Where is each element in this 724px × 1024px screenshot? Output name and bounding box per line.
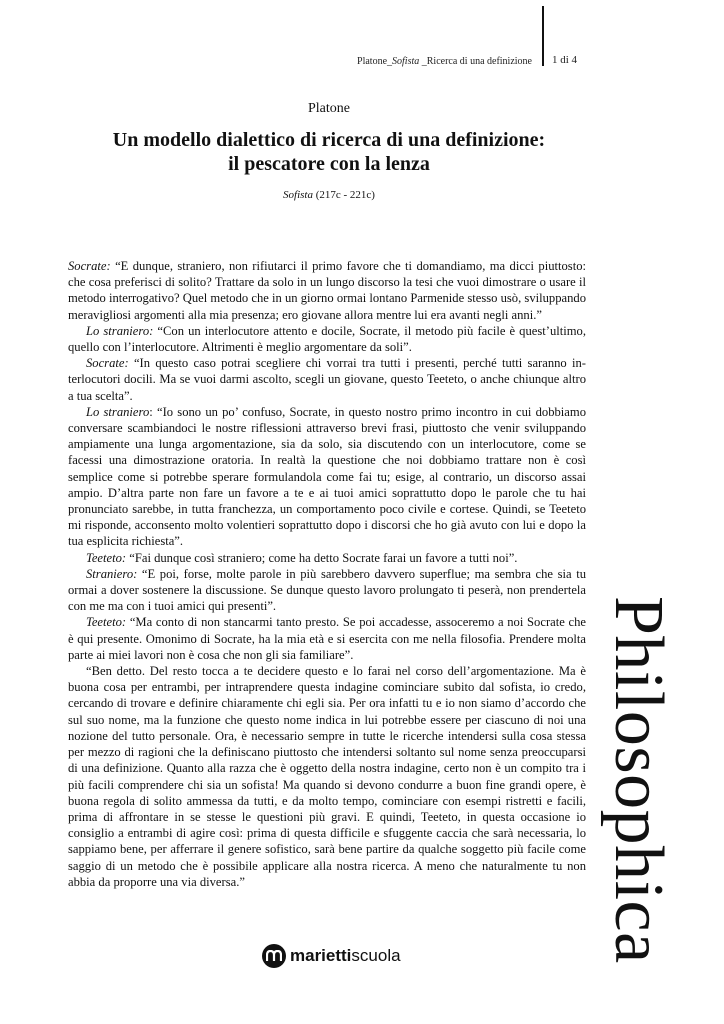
speaker-label: Socrate:	[86, 356, 129, 371]
source-work: Sofista	[283, 189, 313, 201]
speaker-label: Teeteto:	[86, 550, 127, 565]
running-header	[357, 56, 532, 67]
title-line-2: il pescatore con la lenza	[228, 153, 430, 175]
running-header-prefix: Platone_	[357, 56, 393, 67]
document-author: Platone	[308, 101, 350, 116]
paragraph	[68, 614, 586, 663]
header-divider	[542, 6, 544, 66]
paragraph	[68, 323, 586, 355]
speaker-label: Teeteto:	[86, 615, 127, 630]
logo-word-marietti: marietti	[290, 946, 352, 965]
page-number: 1 di 4	[552, 54, 578, 66]
paragraph	[68, 550, 586, 566]
paragraph-text: “E dunque, straniero, non rifiutarci il primo favore che ti domandiamo, ma dicci piuttosto: che cosa preferisci di solito? Trattare da solo in un lungo discorso la tesi che vuoi dimostrare o usare il metodo interrogativo? Quel metodo che in un giorno ormai lontano Parmenide stesso usò, sviluppando meravigliosi argomenti alla mia presenza; ero giovane allora mentre lui era avanti negli anni.”	[68, 259, 586, 322]
paragraph-text: “Con un interlocutore attento e docile, Socrate, il metodo più facile è quest’ultimo, quello con l’interlocutore. Altrimenti è meglio argomentare da soli”.	[68, 323, 586, 355]
source-reference	[0, 189, 658, 201]
running-header-work: Sofista	[392, 56, 420, 67]
speaker-label: Socrate:	[68, 259, 111, 273]
paragraph-text: “Ben detto. Del resto tocca a te decidere questo e lo farai nel corso dell’argomentazione. Ma è buona cosa per entrambi, per intraprendere questa indagine cominciare subito dal sofista, io credo, cercando di trovare e definire chiaramente chi egli sia. Per ora infatti tu e io non siamo d’accordo che sul suo nome, ma la funzione che questo nome indica in lui potrebbe essere per ciascuno di noi una nozione del tutto personale. Ora, è necessario sempre in tutte le ricerche intendersi sulla cosa stessa per mezzo di ragioni che la definiscano piuttosto che intendersi soltanto sul nome senza preoccuparsi di una definizione. Quanto alla razza che è oggetto della nostra indagine, certo non è un compito tra i più facili comprendere chi sia un sofista! Ma quando si devono condurre a buon fine grandi opere, è buona regola di solito ammessa da tutti, e da molto tempo, cominciare con esempi ristretti e facili, prima di affrontare in se stesse le questioni più gravi. E quindi, Teeteto, in questa occasione io consiglio a entrambi di agire così: prima di questa difficile e sfuggente caccia che sarà necessaria, lo sappiamo bene, per afferrare il genere sofistico, sarà bene partire da qualche soggetto più facile come saggio di un metodo che è possibile applicare alla nostra ricerca. A meno che naturalmente tu non abbia da proporre una via diversa.”	[68, 664, 586, 889]
speaker-label: Lo straniero:	[86, 323, 154, 338]
document-title	[0, 128, 658, 176]
paragraph-text: “Ma conto di non stancarmi tanto presto. Se poi accadesse, assoceremo a noi Socrate che è qui presente. Omonimo di Socrate, ha la mia età e si esercita con me nella filosofia. Prendere molta parte ai miei lavori non è cosa che non gli sia familiare”.	[68, 615, 586, 662]
source-ref: (217c - 221c)	[312, 189, 375, 201]
publisher-logo	[262, 944, 401, 968]
marietti-logo-icon	[262, 944, 286, 968]
logo-word-scuola: scuola	[351, 946, 401, 965]
paragraph	[68, 258, 586, 323]
speaker-label: Lo straniero	[86, 404, 150, 419]
paragraph-text: “In questo caso potrai scegliere chi vorrai tra tutti i presenti, perché tutti saranno interlocutori docili. Ma se vuoi darmi ascolto, scegli un giovane, questo Teeteto, o anche chiunque altro a tua scelta”.	[68, 356, 586, 403]
title-line-1: Un modello dialettico di ricerca di una definizione:	[112, 129, 546, 151]
speaker-label: Straniero:	[86, 566, 138, 581]
dialogue-body	[68, 258, 586, 890]
paragraph-text: “E poi, forse, molte parole in più sarebbero davvero superflue; ma sembra che sia tu ormai a dover sostenere la discussione. Se dunque questo lavoro prolungato ti peserà, non prendertela con me ma con i tuoi amici qui presenti”.	[68, 566, 586, 614]
paragraph	[68, 663, 586, 890]
paragraph	[68, 404, 586, 550]
paragraph-text: : “Io sono un po’ confuso, Socrate, in questo nostro primo incontro in cui dobbiamo conversare scambiandoci le nostre riflessioni attraverso brevi frasi, piuttosto che venir sviluppando ampiamente una lunga argomentazione, sia da solo, sia discutendo con un interlocutore, come se facessi una dimostrazione oratoria. In realtà la questione che noi dobbiamo trattare non è così semplice come si potrebbe sperare formulandola come fai tu; esige, al contrario, un discorso assai ampio. D’altra parte non fare un favore a te e ai tuoi amici soprattutto dopo le parole che tu hai pronunciato sarebbe, in tutta franchezza, un comportamento poco civile e cortese. Quindi, se Teeteto mi risponde, acconsento molto volentieri soprattutto dopo i discorsi che ho già avuto con lui e dopo la tua esplicita richiesta”.	[68, 404, 586, 549]
paragraph	[68, 355, 586, 404]
paragraph-text: “Fai dunque così straniero; come ha detto Socrate farai un favore a tutti noi”.	[126, 550, 518, 565]
running-header-suffix: _Ricerca di una definizione	[419, 56, 532, 67]
paragraph	[68, 566, 586, 615]
side-series-title: Philosophica	[600, 596, 677, 964]
